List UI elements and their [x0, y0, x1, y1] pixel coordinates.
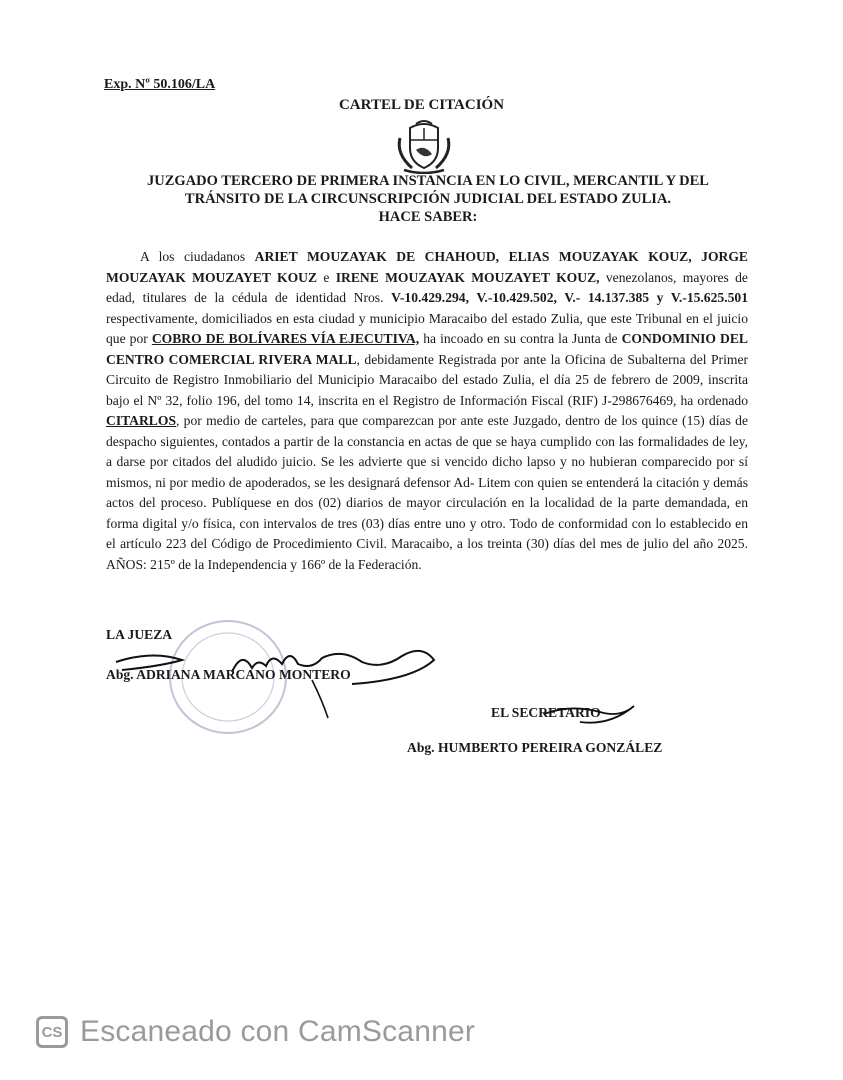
order-citarlos: CITARLOS — [106, 413, 176, 428]
defendant-names: ARIET MOUZAYAK DE CHAHOUD, ELIAS MOUZAYAK KOUZ, JORGE MOUZAYAK MOUZAYET KOUZ — [106, 249, 748, 285]
judge-name: Abg. ADRIANA MARCANO MONTERO — [106, 667, 351, 682]
body-text-5: ha incoado en su contra la Junta de — [419, 331, 622, 346]
body-text-6: , debidamente Registrada por ante la Oficina de Subalterna del Primer Circuito de Registro Inmobiliario del Municipio Maracaibo del estado Zulia, el día 25 de febrero de 2009, inscrita bajo el Nº 32, folio 196, del tomo 14, inscrita en el Registro de Información Fiscal (RIF) J-298676469, ha ordenado — [106, 351, 748, 408]
hace-saber: HACE SABER: — [378, 209, 478, 225]
case-type: COBRO DE BOLÍVARES VÍA EJECUTIVA, — [151, 331, 420, 346]
plaintiff-name: CONDOMINIO DEL CENTRO COMERCIAL RIVERA MALL — [106, 331, 748, 367]
body-text-4: respectivamente, domiciliados en esta ciudad y municipio Maracaibo del estado Zulia, que este Tribunal en el juicio que por — [106, 310, 748, 346]
body-text-2: e — [317, 269, 336, 285]
document-title: CARTEL DE CITACIÓN — [338, 97, 505, 113]
secretary-name: Abg. HUMBERTO PEREIRA GONZÁLEZ — [407, 740, 663, 755]
citation-body — [106, 247, 748, 575]
court-line-1: JUZGADO TERCERO DE PRIMERA INSTANCIA EN LO CIVIL, MERCANTIL Y DEL — [147, 173, 709, 189]
secretary-title: EL SECRETARIO — [491, 705, 601, 720]
body-text-1: A los ciudadanos — [140, 249, 255, 264]
court-heading — [100, 172, 756, 226]
body-text-7: , por medio de carteles, para que comparezcan por ante este Juzgado, dentro de los quince (15) días de despacho siguientes, contados a partir de la constancia en actas de que se haya cumplido con las formalidades de ley, a darse por citados del aludido juicio. Se les advierte que si vencido dicho lapso y no hubieran comparecido por sí mismos, ni por medio de apoderados, se les designará defensor Ad- Litem con quien se entenderá la citación y demás actos del proceso. Publíquese en dos (02) diarios de mayor circulación en la localidad de la parte demandada, en forma digital y/o física, con intervalos de tres (03) días entre uno y otro. Todo de conformidad con lo establecido en el artículo 223 del Código de Procedimiento Civil. Maracaibo, a los treinta (30) días del mes de julio del año 2025. AÑOS: 215º de la Independencia y 166º de la Federación. — [106, 413, 748, 572]
watermark-text: Escaneado con CamScanner — [80, 1015, 476, 1048]
judge-title: LA JUEZA — [106, 627, 173, 642]
identity-numbers: V-10.429.294, V.-10.429.502, V.- 14.137.385 y V.-15.625.501 — [391, 290, 748, 305]
camscanner-watermark — [36, 1012, 475, 1052]
body-text-3: venezolanos, mayores de edad, titulares de la cédula de identidad Nros. — [106, 269, 748, 305]
court-line-2: TRÁNSITO DE LA CIRCUNSCRIPCIÓN JUDICIAL DEL ESTADO ZULIA. — [184, 191, 672, 207]
expediente-number: Exp. Nº 50.106/LA — [104, 77, 216, 92]
defendant-name-last: IRENE MOUZAYAK MOUZAYET KOUZ, — [335, 269, 600, 285]
camscanner-logo-icon: CS — [36, 1016, 68, 1048]
coat-of-arms-icon — [392, 118, 456, 174]
